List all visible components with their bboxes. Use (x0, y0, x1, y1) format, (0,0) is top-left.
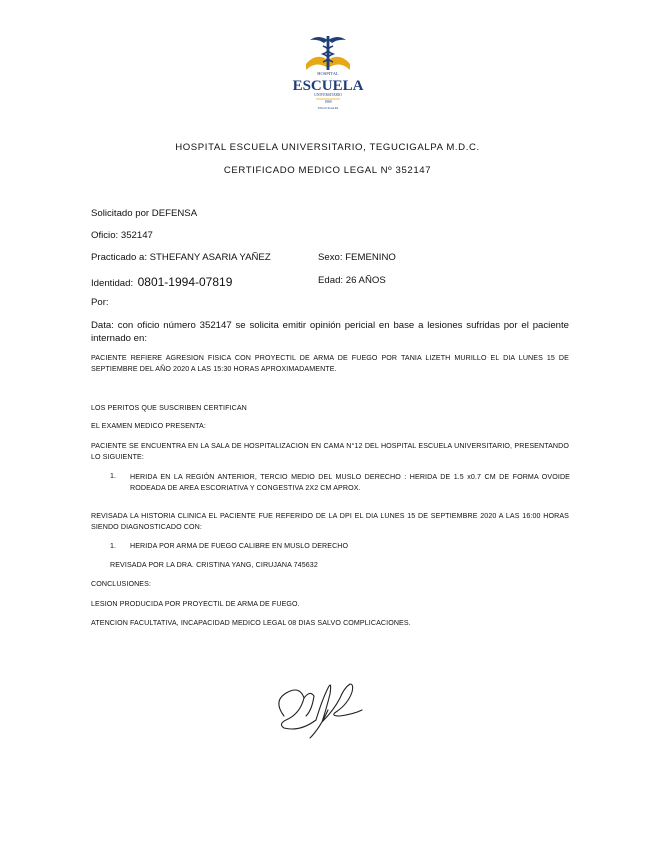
oficio-field: Oficio: 352147 (91, 230, 153, 241)
logo-bottom-text: TEGUCIGALPA (317, 106, 339, 110)
exam-item-number: 1. (110, 472, 117, 480)
certificate-title: CERTIFICADO MEDICO LEGAL Nº 352147 (223, 165, 432, 176)
solicitado-field: Solicitado por DEFENSA (91, 208, 198, 219)
identidad-label: Identidad: (91, 278, 134, 289)
logo-name: ESCUELA (292, 78, 364, 94)
revisada-por-line: REVISADA POR LA DRA. CRISTINA YANG, CIRUJANA 745632 (110, 561, 318, 569)
sexo-field: Sexo: FEMENINO (318, 252, 396, 263)
identidad-row (91, 273, 232, 291)
lesion-line: LESION PRODUCIDA POR PROYECTIL DE ARMA DE FUEGO. (91, 600, 300, 608)
revisada-paragraph: REVISADA LA HISTORIA CLINICA EL PACIENTE FUE REFERIDO DE LA DPI EL DIA LUNES 15 DE SEPTIEMBRE 2020 A LAS 16:00 HORAS SIENDO DIAGNOSTICADO CON: (91, 512, 569, 531)
practicado-field: Practicado a: STHEFANY ASARIA YAÑEZ (91, 252, 271, 263)
logo-year: 1969 (324, 100, 332, 104)
data-paragraph: Data: con oficio número 352147 se solicita emitir opinión pericial en base a lesiones sufridas por el paciente internado en: (91, 320, 569, 344)
examen-line: EL EXAMEN MEDICO PRESENTA: (91, 422, 206, 430)
history-paragraph: PACIENTE REFIERE AGRESION FISICA CON PROYECTIL DE ARMA DE FUEGO POR TANIA LIZETH MURILLO EL DIA LUNES 15 DE SEPTIEMBRE DEL AÑO 2020 A LAS 15:30 HORAS APROXIMADAMENTE. (91, 354, 569, 373)
logo-top-text: HOSPITAL (317, 71, 339, 76)
edad-field: Edad: 26 AÑOS (318, 275, 386, 286)
situacion-paragraph: PACIENTE SE ENCUENTRA EN LA SALA DE HOSPITALIZACION EN CAMA N°12 DEL HOSPITAL ESCUELA UNIVERSITARIO, PRESENTANDO LO SIGUIENTE: (91, 442, 569, 461)
exam-item-text: HERIDA EN LA REGIÓN ANTERIOR, TERCIO MEDIO DEL MUSLO DERECHO : HERIDA DE 1.5 x0.7 CM DE FORMA OVOIDE RODEADA DE AREA ESCORIATIVA Y CONGESTIVA 2X2 CM APROX. (130, 473, 570, 492)
atencion-line: ATENCION FACULTATIVA, INCAPACIDAD MEDICO LEGAL 08 DIAS SALVO COMPLICACIONES. (91, 619, 411, 627)
diag-item-number: 1. (110, 542, 117, 550)
identidad-value: 0801-1994-07819 (137, 275, 233, 289)
por-field: Por: (91, 297, 109, 308)
logo-sub-text: UNIVERSITARIO (314, 93, 342, 97)
hospital-logo (288, 30, 368, 116)
caduceus-staff-icon (327, 36, 330, 70)
signature (270, 670, 390, 740)
peritos-line: LOS PERITOS QUE SUSCRIBEN CERTIFICAN (91, 404, 247, 412)
conclusiones-heading: CONCLUSIONES: (91, 580, 152, 588)
diag-item-text: HERIDA POR ARMA DE FUEGO CALIBRE EN MUSLO DERECHO (130, 542, 349, 550)
hospital-title: HOSPITAL ESCUELA UNIVERSITARIO, TEGUCIGALPA M.D.C. (175, 142, 480, 153)
